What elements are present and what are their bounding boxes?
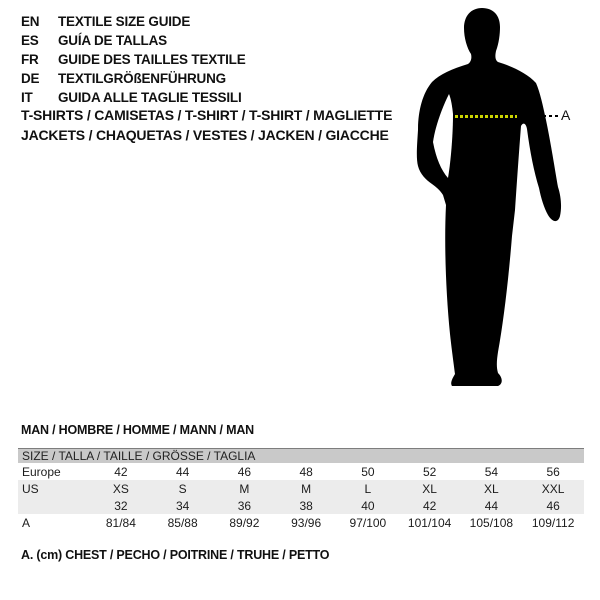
cell: 50: [361, 464, 375, 479]
cell: 42: [399, 497, 461, 514]
category-line-tshirts: T-SHIRTS / CAMISETAS / T-SHIRT / T-SHIRT / MAGLIETTE: [21, 107, 393, 123]
row-label: A: [22, 515, 31, 530]
cell: XL: [461, 480, 523, 497]
cell: 46: [237, 464, 252, 479]
table-row-us: [18, 480, 584, 497]
cell: 34: [152, 497, 214, 514]
man-silhouette-icon: [408, 4, 571, 404]
measure-pointer-line: [543, 115, 559, 117]
cell: 36: [214, 497, 276, 514]
language-row-de: [21, 69, 401, 88]
cell: XS: [90, 480, 152, 497]
cell: 56: [546, 464, 560, 479]
cell: 52: [422, 464, 437, 479]
cell: 101/104: [407, 515, 452, 530]
size-table: [18, 448, 584, 531]
language-code: IT: [21, 90, 33, 105]
cell: 42: [114, 464, 128, 479]
category-line-jackets: JACKETS / CHAQUETAS / VESTES / JACKEN / GIACCHE: [21, 127, 389, 143]
cell: 54: [484, 464, 499, 479]
row-label: US: [18, 480, 90, 497]
chest-measure-line: [455, 115, 517, 118]
cell: M: [214, 480, 276, 497]
cell: XL: [399, 480, 461, 497]
measure-label: A: [561, 107, 571, 123]
cell: S: [152, 480, 214, 497]
language-code: FR: [21, 52, 39, 67]
cell: 105/108: [469, 515, 514, 530]
cell: XXL: [522, 480, 584, 497]
cell: 85/88: [167, 515, 198, 530]
language-list: [21, 12, 401, 107]
measurement-footnote: A. (cm) CHEST / PECHO / POITRINE / TRUHE / PETTO: [21, 548, 330, 562]
language-code: DE: [21, 71, 40, 86]
cell: 97/100: [349, 515, 387, 530]
table-row-us-numeric: [18, 497, 584, 514]
language-row-en: [21, 12, 401, 31]
language-text: GUIDA ALLE TAGLIE TESSILI: [58, 90, 242, 105]
cell: 89/92: [229, 515, 260, 530]
table-row-europe: [18, 463, 584, 480]
cell: M: [275, 480, 337, 497]
language-text: TEXTILGRÖßENFÜHRUNG: [58, 71, 226, 86]
language-text: GUÍA DE TALLAS: [58, 33, 167, 48]
language-code: ES: [21, 33, 39, 48]
language-row-fr: [21, 50, 401, 69]
row-label: Europe: [22, 464, 61, 479]
cell: 46: [522, 497, 584, 514]
section-title: MAN / HOMBRE / HOMME / MANN / MAN: [21, 423, 254, 437]
cell: 38: [275, 497, 337, 514]
language-text: TEXTILE SIZE GUIDE: [58, 14, 191, 29]
row-label: [18, 497, 90, 514]
cell: 44: [461, 497, 523, 514]
size-table-header: SIZE / TALLA / TAILLE / GRÖSSE / TAGLIA: [18, 449, 584, 464]
cell: 44: [175, 464, 190, 479]
language-text: GUIDE DES TAILLES TEXTILE: [58, 52, 246, 67]
cell: 32: [90, 497, 152, 514]
cell: 81/84: [105, 515, 136, 530]
language-row-es: [21, 31, 401, 50]
cell: 93/96: [291, 515, 322, 530]
language-code: EN: [21, 14, 40, 29]
cell: 109/112: [531, 515, 575, 530]
size-table-header-row: [18, 449, 584, 464]
cell: L: [337, 480, 399, 497]
cell: 40: [337, 497, 399, 514]
man-silhouette: [408, 4, 571, 404]
table-row-chest: [18, 514, 584, 531]
category-lines: [21, 105, 451, 145]
cell: 48: [299, 464, 313, 479]
